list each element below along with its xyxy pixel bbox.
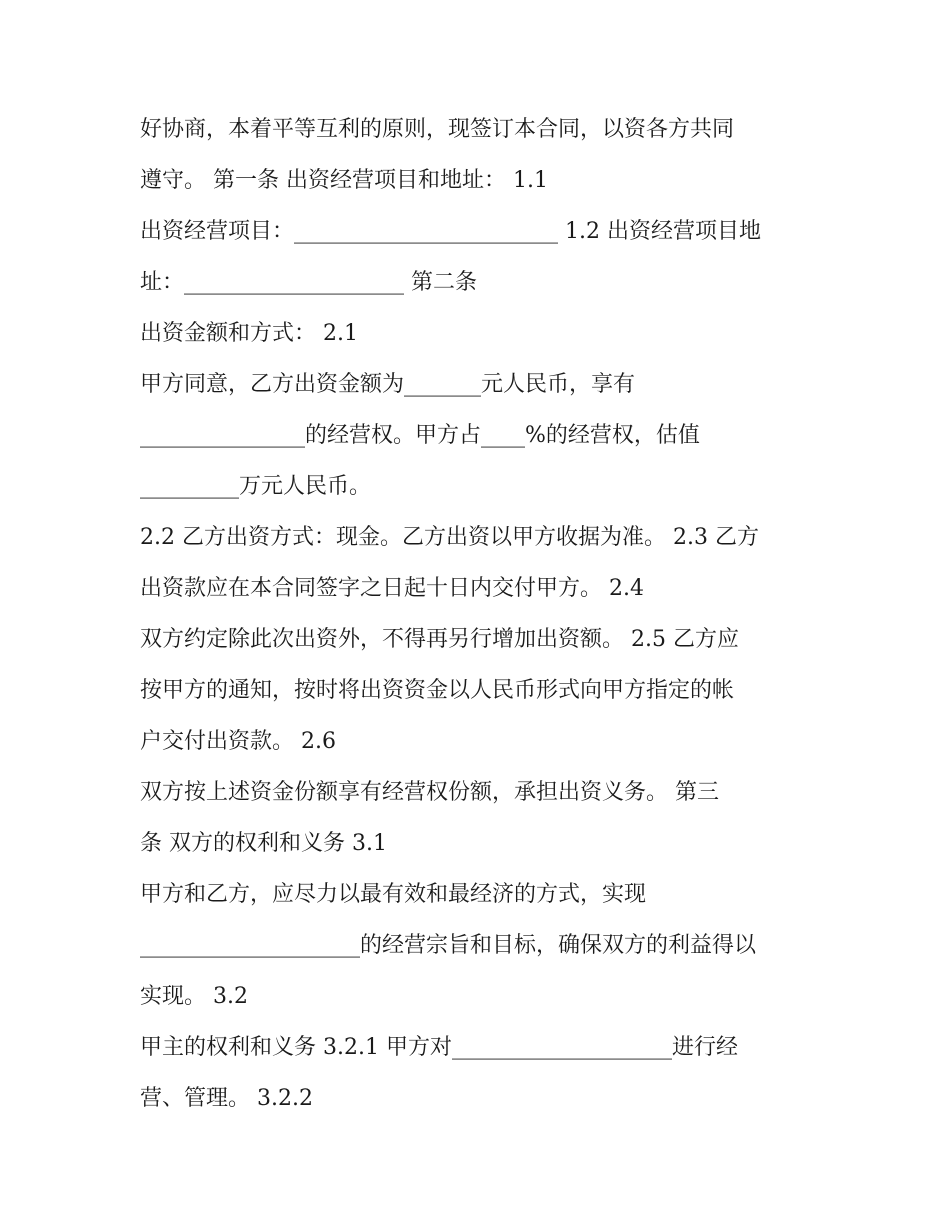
text-line: 双方约定除此次出资外，不得再另行增加出资额。 2.5 乙方应 (140, 627, 739, 652)
text-line: 实现。 3.2 (140, 984, 248, 1009)
text-line: 2.2 乙方出资方式：现金。乙方出资以甲方收据为准。 2.3 乙方 (140, 525, 759, 550)
text-line: 好协商，本着平等互利的原则，现签订本合同，以资各方共同 (140, 117, 735, 142)
text-line: 甲方同意，乙方出资金额为_______元人民币，享有 (140, 372, 636, 397)
text-line: 出资款应在本合同签字之日起十日内交付甲方。 2.4 (140, 576, 644, 601)
text-line: _______________的经营权。甲方占____%的经营权，估值 (140, 423, 700, 448)
text-line: 按甲方的通知，按时将出资资金以人民币形式向甲方指定的帐 (140, 678, 735, 703)
text-line: 条 双方的权利和义务 3.1 (140, 831, 387, 856)
text-line: 双方按上述资金份额享有经营权份额，承担出资义务。 第三 (140, 780, 719, 805)
text-line: 营、管理。 3.2.2 (140, 1086, 313, 1111)
text-line: 户交付出资款。 2.6 (140, 729, 336, 754)
text-line: 甲方和乙方，应尽力以最有效和最经济的方式，实现 (140, 882, 647, 907)
contract-text (140, 104, 820, 1124)
text-line: _________万元人民币。 (140, 474, 372, 499)
text-line: 址：____________________ 第二条 (140, 270, 477, 295)
text-line: 甲主的权利和义务 3.2.1 甲方对____________________进行经 (140, 1035, 738, 1060)
text-line: ____________________的经营宗旨和目标，确保双方的利益得以 (140, 933, 757, 958)
text-line: 出资经营项目：________________________ 1.2 出资经营项目地 (140, 219, 761, 244)
text-line: 出资金额和方式： 2.1 (140, 321, 358, 346)
text-line: 遵守。 第一条 出资经营项目和地址： 1.1 (140, 168, 548, 193)
